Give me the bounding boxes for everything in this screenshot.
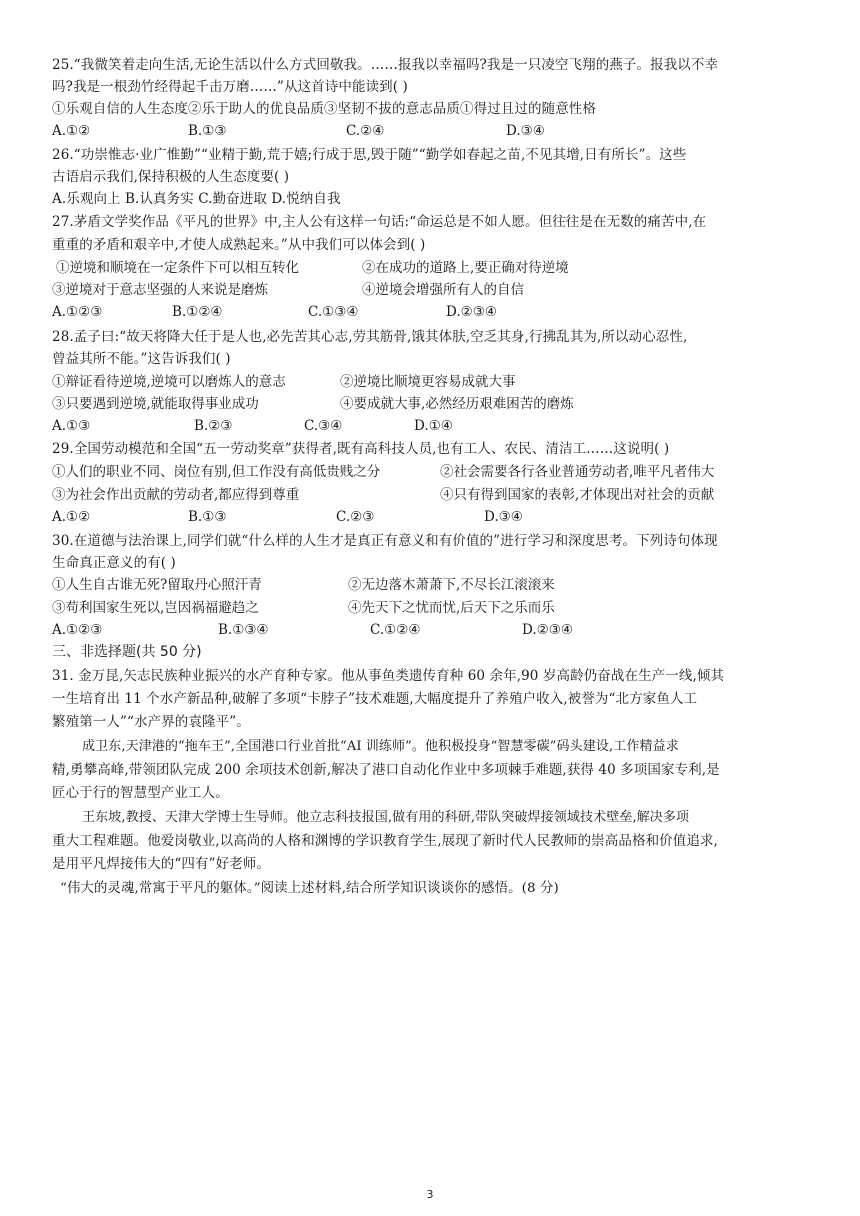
q28-item-1: ①辩证看待逆境,逆境可以磨炼人的意志 bbox=[52, 374, 286, 390]
q25-choice-d: D.③④ bbox=[506, 123, 545, 139]
q31-para2-line2: 精,勇攀高峰,带领团队完成 200 余项技术创新,解决了港口自动化作业中多项棘手难题,获得 40 多项国家专利,是 bbox=[52, 762, 720, 778]
q27-choice-d: D.②③④ bbox=[446, 304, 497, 320]
q28-choice-d: D.①④ bbox=[414, 418, 453, 434]
q28-stem-line2: 曾益其所不能。”这告诉我们( ) bbox=[52, 351, 231, 367]
q27-item-2: ②在成功的道路上,要正确对待逆境 bbox=[362, 260, 569, 276]
q27-item-1: ①逆境和顺境在一定条件下可以相互转化 bbox=[56, 260, 299, 276]
q31-para2-line3: 匠心于行的智慧型产业工人。 bbox=[52, 785, 229, 801]
q27-item-4: ④逆境会增强所有人的自信 bbox=[362, 282, 524, 298]
q31-para3-line2: 重大工程难题。他爱岗敬业,以高尚的人格和渊博的学识教育学生,展现了新时代人民教师的崇高品格和价值追求, bbox=[52, 833, 718, 849]
q31-para1-line1: 31. 金万昆,矢志民族种业振兴的水产育种专家。他从事鱼类遗传育种 60 余年,90 岁高龄仍奋战在生产一线,倾其 bbox=[52, 668, 725, 684]
q29-item-1: ①人们的职业不同、岗位有别,但工作没有高低贵贱之分 bbox=[52, 464, 381, 480]
q28-choice-b: B.②③ bbox=[194, 418, 233, 434]
q27-choice-b: B.①②④ bbox=[172, 304, 223, 320]
q29-stem-line1: 29.全国劳动模范和全国“五一劳动奖章”获得者,既有高科技人员,也有工人、农民、清洁工……这说明( ) bbox=[52, 441, 670, 457]
q31-para3-line1: 王东坡,教授、天津大学博士生导师。他立志科技报国,做有用的科研,带队突破焊接领域技术壁垒,解决多项 bbox=[82, 810, 690, 825]
q30-item-1: ①人生自古谁无死?留取丹心照汗青 bbox=[52, 577, 262, 593]
q30-choice-d: D.②③④ bbox=[522, 622, 573, 638]
q27-item-3: ③逆境对于意志坚强的人来说是磨炼 bbox=[52, 282, 268, 298]
q25-stem-line1: 25.“我微笑着走向生活,无论生活以什么方式回敬我。……报我以幸福吗?我是一只凌空飞翔的燕子。报我以不幸 bbox=[52, 57, 719, 73]
q30-stem-line1: 30.在道德与法治课上,同学们就“什么样的人生才是真正有意义和有价值的”进行学习和深度思考。下列诗句体现 bbox=[52, 533, 718, 549]
q26-stem-line1: 26.“功崇惟志·业广惟勤”“业精于勤,荒于嬉;行成于思,毁于随”“勤学如春起之苗,不见其增,日有所长”。这些 bbox=[52, 147, 687, 163]
q27-stem-line2: 重重的矛盾和艰辛中,才使人成熟起来。”从中我们可以体会到( ) bbox=[52, 237, 426, 253]
q30-choice-a: A.①②③ bbox=[52, 622, 103, 638]
q30-item-4: ④先天下之忧而忧,后天下之乐而乐 bbox=[348, 600, 555, 616]
q28-item-2: ②逆境比顺境更容易成就大事 bbox=[340, 374, 516, 390]
q27-choice-a: A.①②③ bbox=[52, 304, 103, 320]
q29-choice-d: D.③④ bbox=[484, 509, 523, 525]
q30-choice-c: C.①②④ bbox=[370, 622, 421, 638]
q31-para3-line3: 是用平凡焊接伟大的“四有”好老师。 bbox=[52, 856, 271, 872]
q30-choice-b: B.①③④ bbox=[218, 622, 269, 638]
q29-item-2: ②社会需要各行各业普通劳动者,唯平凡者伟大 bbox=[440, 464, 715, 480]
q25-choice-c: C.②④ bbox=[346, 123, 385, 139]
q28-item-3: ③只要遇到逆境,就能取得事业成功 bbox=[52, 396, 259, 412]
q30-item-3: ③苟利国家生死以,岂因祸福避趋之 bbox=[52, 600, 259, 616]
q31-para1-line2: 一生培育出 11 个水产新品种,破解了多项“卡脖子”技术难题,大幅度提升了养殖户收入,被誉为“北方家鱼人工 bbox=[52, 691, 698, 707]
section-title: 三、非选择题(共 50 分) bbox=[52, 644, 202, 660]
q28-item-4: ④要成就大事,必然经历艰难困苦的磨炼 bbox=[340, 396, 574, 412]
q25-choice-a: A.①② bbox=[52, 123, 91, 139]
q28-choice-c: C.③④ bbox=[304, 418, 343, 434]
q26-stem-line2: 古语启示我们,保持积极的人生态度要( ) bbox=[52, 169, 290, 185]
q28-stem-line1: 28.孟子曰:“故天将降大任于是人也,必先苦其心志,劳其筋骨,饿其体肤,空乏其身,行拂乱其为,所以动心忍性, bbox=[52, 329, 688, 345]
q30-item-2: ②无边落木萧萧下,不尽长江滚滚来 bbox=[348, 577, 555, 593]
q29-choice-a: A.①② bbox=[52, 509, 91, 525]
q29-item-4: ④只有得到国家的表彰,才体现出对社会的贡献 bbox=[440, 487, 715, 503]
q29-item-3: ③为社会作出贡献的劳动者,都应得到尊重 bbox=[52, 487, 300, 503]
q27-stem-line1: 27.茅盾文学奖作品《平凡的世界》中,主人公有这样一句话:“命运总是不如人愿。但往往是在无数的痛苦中,在 bbox=[52, 214, 707, 230]
q29-choice-c: C.②③ bbox=[336, 509, 375, 525]
q30-stem-line2: 生命真正意义的有( ) bbox=[52, 555, 176, 571]
q25-choice-b: B.①③ bbox=[188, 123, 227, 139]
q28-choice-a: A.①③ bbox=[52, 418, 91, 434]
q29-choice-b: B.①③ bbox=[188, 509, 227, 525]
q31-prompt: “伟大的灵魂,常寓于平凡的躯体。”阅读上述材料,结合所学知识谈谈你的感悟。(8 分) bbox=[60, 881, 559, 896]
page-number: 3 bbox=[426, 1188, 434, 1201]
q31-para2-line1: 成卫东,天津港的“拖车王”,全国港口行业首批“AI 训练师”。他积极投身“智慧零碳”码头建设,工作精益求 bbox=[82, 739, 679, 754]
q27-choice-c: C.①③④ bbox=[308, 304, 359, 320]
q26-choices: A.乐观向上 B.认真务实 C.勤奋进取 D.悦纳自我 bbox=[52, 191, 341, 207]
q31-para1-line3: 繁殖第一人”“水产界的袁隆平”。 bbox=[52, 714, 250, 730]
q25-stem-line2: 吗?我是一根劲竹经得起千击万磨……”从这首诗中能读到( ) bbox=[52, 79, 408, 95]
q25-items: ①乐观自信的人生态度②乐于助人的优良品质③坚韧不拔的意志品质①得过且过的随意性格 bbox=[52, 101, 596, 117]
